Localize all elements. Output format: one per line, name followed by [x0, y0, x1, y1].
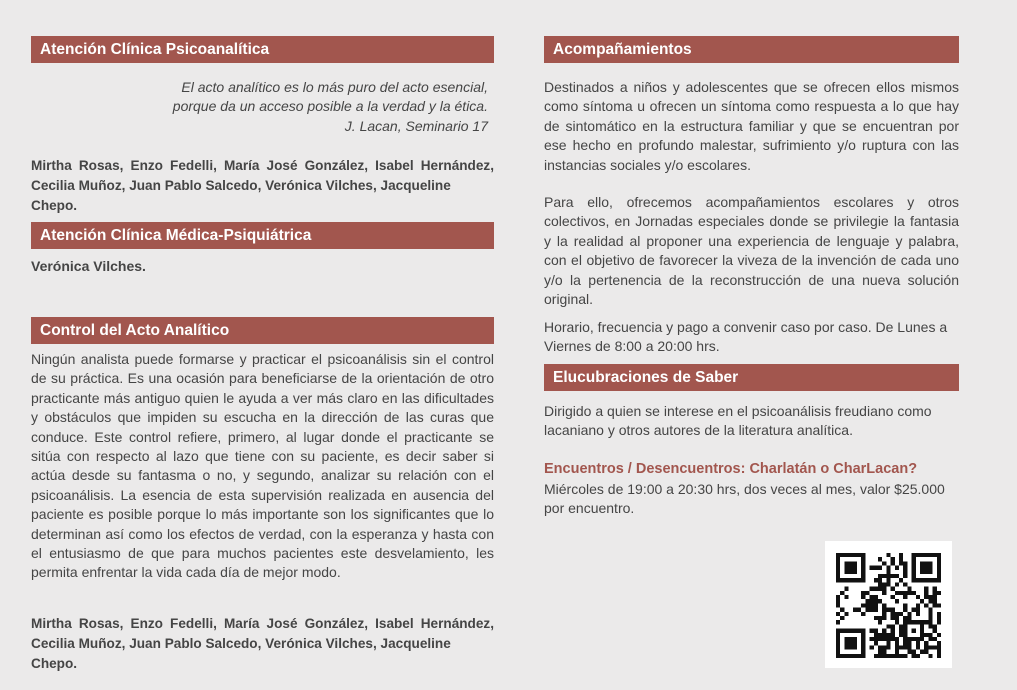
encuentros-horario: Miércoles de 19:00 a 20:30 hrs, dos veces al mes, valor $25.000 por encuentro.	[544, 481, 945, 517]
acompanamientos-p2: Para ello, ofrecemos acompañamientos escolares y otros colectivos, en Jornadas especiales donde se privilegie la fantasia y la realidad al proponer una experiencia de lenguaje y palabra, con el objetivo de favorecer la viveza de la invención de cada uno y/o la pertenencia de la reconstrucción de una nueva solución original.	[544, 194, 959, 308]
names-line-2: Cecilia Muñoz, Juan Pablo Salcedo, Verónica Vilches, Jacqueline Chepo.	[31, 636, 451, 671]
lacan-quote	[173, 78, 488, 136]
quote-line-2: porque da un acceso posible a la verdad y la ética.	[172, 98, 488, 115]
names-line-2: Cecilia Muñoz, Juan Pablo Salcedo, Verónica Vilches, Jacqueline Chepo.	[31, 178, 451, 213]
qr-code-icon	[825, 541, 952, 668]
control-body: Ningún analista puede formarse y practicar el psicoanálisis sin el control de su práctica. Es una ocasión para beneficiarse de la orientación de otro practicante más antiguo quien le ayuda a ver más claro en las dificultades y obstáculos que impiden su escucha en la dirección de las curas que conduce. Este control refiere, primero, al lugar donde el practicante se sitúa con respecto al lazo que tiene con su paciente, es decir saber si actúa desde su fantasma o no, y segundo, analizar su relación con el psicoanálisis. La esencia de esta supervisión realizada en ausencia del paciente es posible porque lo más importante son los significantes que lo determinan así como los efectos de verdad, con la esperanza y hasta con el entusiasmo de que para muchos pacientes este desvelamiento, les permita enfrentar la vida cada día de mejor modo.	[31, 351, 494, 581]
team-names-control	[31, 614, 494, 674]
names-line-1: Mirtha Rosas, Enzo Fedelli, María José González, Isabel Hernández,	[31, 616, 494, 631]
acompanamientos-p1: Destinados a niños y adolescentes que se ofrecen ellos mismos como síntoma u ofrecen un síntoma como respuesta a lo que hay de sintomático en la estructura familiar y que se encuentran por ese hecho en profundo malestar, sufrimiento y/o ruptura con las instancias sociales y/o escolares.	[544, 79, 959, 173]
quote-citation: J. Lacan, Seminario 17	[344, 117, 488, 134]
names-line-1: Mirtha Rosas, Enzo Fedelli, María José González, Isabel Hernández,	[31, 158, 494, 173]
qr-modules	[836, 553, 941, 658]
qr-code-graphic	[836, 553, 941, 658]
elucubraciones-p1: Dirigido a quien se interese en el psicoanálisis freudiano como lacaniano y otros autores de la literatura analítica.	[544, 403, 932, 439]
encuentros-subtitle: Encuentros / Desencuentros: Charlatán o CharLacan?	[544, 461, 918, 477]
section-title-clinica-medica: Atención Clínica Médica-Psiquiátrica	[31, 222, 494, 249]
section-title-control: Control del Acto Analítico	[31, 317, 494, 344]
section-title-elucubraciones: Elucubraciones de Saber	[544, 364, 959, 391]
team-names-psicoanalitica	[31, 156, 494, 216]
quote-line-1: El acto analítico es lo más puro del acto esencial,	[181, 79, 488, 95]
section-title-acompanamientos: Acompañamientos	[544, 36, 959, 63]
acompanamientos-horario: Horario, frecuencia y pago a convenir caso por caso. De Lunes a Viernes de 8:00 a 20:00 hrs.	[544, 319, 948, 355]
team-name-medica: Verónica Vilches.	[31, 258, 146, 274]
section-title-clinica-psicoanalitica: Atención Clínica Psicoanalítica	[31, 36, 494, 63]
